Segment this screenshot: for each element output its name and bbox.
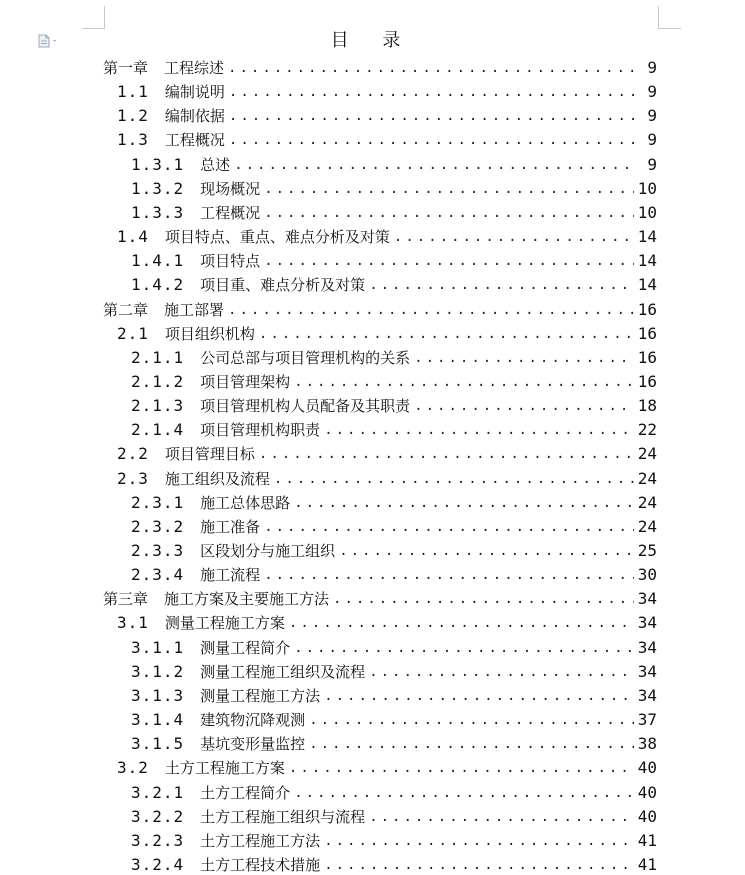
toc-entry-leader	[309, 710, 634, 730]
toc-entry[interactable]	[131, 513, 657, 537]
toc-entry-title: 编制说明	[164, 83, 225, 102]
toc-entry-title: 基坑变形量监控	[200, 735, 306, 754]
toc-entry-leader	[394, 227, 634, 247]
toc-entry-number: 2.3	[117, 468, 149, 488]
toc-entry[interactable]	[131, 706, 657, 730]
toc-entry-page-number: 38	[637, 734, 657, 754]
toc-entry-title: 土方工程技术措施	[200, 855, 321, 874]
toc-entry-page-number: 41	[637, 830, 657, 850]
toc-entry-title: 施工总体思路	[200, 493, 291, 512]
toc-entry-number: 3.1.4	[131, 710, 185, 730]
toc-entry-page-number: 10	[637, 202, 657, 222]
toc-entry-page-number: 24	[637, 516, 657, 536]
toc-entry[interactable]	[131, 803, 657, 827]
toc-entry[interactable]	[103, 296, 657, 320]
toc-entry[interactable]	[117, 440, 657, 464]
toc-entry-page-number: 34	[637, 589, 657, 609]
toc-entry-leader	[414, 396, 634, 416]
toc-entry-leader	[289, 613, 634, 633]
toc-entry-title: 项目管理机构职责	[200, 421, 321, 440]
toc-entry[interactable]	[117, 223, 657, 247]
toc-entry-page-number: 16	[637, 371, 657, 391]
toc-entry-title: 土方工程施工方案	[164, 759, 285, 778]
toc-entry-title: 编制依据	[164, 107, 225, 126]
toc-entry-number: 3.2.3	[131, 830, 185, 850]
toc-entry[interactable]	[131, 489, 657, 513]
toc-entry-title: 工程概况	[164, 131, 225, 150]
toc-entry-number: 3.2.2	[131, 806, 185, 826]
toc-entry-leader	[229, 106, 635, 126]
toc-entry-number: 2.2	[117, 444, 149, 464]
toc-title: 目 录	[330, 30, 415, 51]
toc-entry[interactable]	[131, 730, 657, 754]
toc-entry-leader	[369, 662, 634, 682]
toc-entry-title: 公司总部与项目管理机构的关系	[200, 348, 411, 367]
toc-entry-leader	[264, 565, 634, 585]
toc-entry-number: 第二章	[103, 300, 149, 319]
toc-entry-leader	[324, 686, 634, 706]
toc-entry-number: 1.1	[117, 82, 149, 102]
toc-entry-number: 2.3.1	[131, 492, 185, 512]
toc-entry-number: 1.4	[117, 227, 149, 247]
toc-entry-leader	[324, 855, 634, 875]
toc-entry[interactable]	[131, 851, 657, 875]
toc-entry-page-number: 16	[637, 323, 657, 343]
toc-entry-number: 1.4.1	[131, 251, 185, 271]
toc-entry-title: 建筑物沉降观测	[200, 711, 306, 730]
toc-entry-title: 总述	[200, 155, 231, 174]
toc-entry-page-number: 16	[637, 347, 657, 367]
toc-entry-page-number: 30	[637, 565, 657, 585]
toc-entry[interactable]	[131, 537, 657, 561]
toc-entry-leader	[294, 372, 634, 392]
toc-entry-number: 1.3	[117, 130, 149, 150]
toc-entry-number: 第三章	[103, 590, 149, 609]
toc-entry-number: 2.3.2	[131, 516, 185, 536]
toc-entry-leader	[339, 541, 634, 561]
toc-entry-page-number: 9	[647, 82, 657, 102]
toc-entry-title: 项目重、难点分析及对策	[200, 276, 366, 295]
toc-entry-title: 项目管理架构	[200, 372, 291, 391]
toc-entry-page-number: 14	[637, 251, 657, 271]
toc-entry-leader	[309, 734, 634, 754]
toc-entry-page-number: 41	[637, 854, 657, 874]
toc-entry[interactable]	[131, 247, 657, 271]
toc-entry[interactable]	[131, 344, 657, 368]
toc-entry-number: 2.1	[117, 323, 149, 343]
toc-entry-page-number: 37	[637, 710, 657, 730]
margin-corner-top-left	[82, 6, 105, 29]
toc-entry-leader	[369, 807, 634, 827]
toc-entry-number: 1.4.2	[131, 275, 185, 295]
toc-entry-leader	[229, 82, 635, 102]
toc-entry-page-number: 16	[637, 299, 657, 319]
toc-entry-page-number: 40	[637, 782, 657, 802]
toc-entry-title: 施工准备	[200, 517, 261, 536]
toc-entry[interactable]	[131, 175, 657, 199]
toc-entry-leader	[264, 203, 634, 223]
toc-entry[interactable]	[117, 102, 657, 126]
toc-entry[interactable]	[131, 199, 657, 223]
toc-entry-leader	[264, 251, 634, 271]
toc-entry-page-number: 18	[637, 396, 657, 416]
toc-entry-number: 3.2	[117, 758, 149, 778]
toc-entry-page-number: 9	[647, 154, 657, 174]
toc-entry-page-number: 34	[637, 661, 657, 681]
toc-entry[interactable]	[117, 609, 657, 633]
toc-entry-leader	[414, 348, 634, 368]
toc-entry-title: 施工组织及流程	[164, 469, 270, 488]
toc-entry-leader	[228, 58, 635, 78]
toc-entry-title: 项目管理机构人员配备及其职责	[200, 397, 411, 416]
toc-entry-title: 施工方案及主要施工方法	[164, 590, 330, 609]
toc-entry-number: 3.1.2	[131, 661, 185, 681]
toc-entry-number: 2.1.1	[131, 347, 185, 367]
toc-entry[interactable]	[131, 827, 657, 851]
toc-entry-leader	[324, 420, 634, 440]
toc-entry[interactable]	[117, 78, 657, 102]
toc-entry-number: 1.3.2	[131, 178, 185, 198]
toc-entry-title: 土方工程施工组织与流程	[200, 807, 366, 826]
toc-entry-leader	[259, 444, 634, 464]
toc-entry-leader	[259, 324, 634, 344]
toc-entry-leader	[294, 638, 634, 658]
toc-entry[interactable]	[131, 368, 657, 392]
toc-entry-number: 第一章	[103, 59, 149, 77]
toc-entry-number: 3.2.1	[131, 782, 185, 802]
toc-entry-page-number: 22	[637, 420, 657, 440]
toc-entry-page-number: 14	[637, 227, 657, 247]
toc-entry-title: 项目特点、重点、难点分析及对策	[164, 228, 390, 247]
toc-entry-title: 测量工程施工方案	[164, 614, 285, 633]
toc-entry-page-number: 25	[637, 541, 657, 560]
toc-entry-leader	[324, 831, 634, 851]
toc-entry-title: 项目管理目标	[164, 445, 255, 464]
toc-entry[interactable]	[131, 634, 657, 658]
toc-entry-page-number: 24	[637, 444, 657, 464]
toc-entry-number: 2.3.3	[131, 541, 185, 560]
toc-entry-page-number: 34	[637, 685, 657, 705]
toc-entry-page-number: 24	[637, 468, 657, 488]
toc-entry-leader	[229, 130, 635, 150]
toc-entry-title: 测量工程施工方法	[200, 686, 321, 705]
toc-entry-number: 2.3.4	[131, 565, 185, 585]
toc-entry[interactable]	[131, 416, 657, 440]
toc-entry-page-number: 34	[637, 637, 657, 657]
toc-entry-leader	[294, 783, 634, 803]
toc-entry-leader	[333, 589, 634, 609]
toc-entry-leader	[264, 179, 634, 199]
toc-entry[interactable]	[131, 561, 657, 585]
toc-entry-title: 现场概况	[200, 179, 261, 198]
toc-entry-number: 3.1	[117, 613, 149, 633]
toc-entry-leader	[294, 493, 634, 513]
toc-entry-page-number: 34	[637, 613, 657, 633]
toc-entry-leader	[274, 469, 634, 489]
toc-entry-title: 工程综述	[164, 59, 225, 77]
toc-entry-number: 1.2	[117, 106, 149, 126]
toc-entry-leader	[289, 758, 634, 778]
toc-entry-title: 测量工程简介	[200, 638, 291, 657]
toc-entry[interactable]	[103, 585, 657, 609]
toc-entry[interactable]	[131, 682, 657, 706]
toc-entry-number: 2.1.2	[131, 371, 185, 391]
margin-corner-top-right	[658, 6, 681, 29]
toc-entry-number: 2.1.3	[131, 396, 185, 416]
toc-entry-page-number: 40	[637, 758, 657, 778]
toc-entry-number: 1.3.3	[131, 202, 185, 222]
toc-entry-number: 3.2.4	[131, 854, 185, 874]
toc-entry-number: 3.1.3	[131, 685, 185, 705]
toc-entry[interactable]	[117, 754, 657, 778]
toc-entry[interactable]	[131, 779, 657, 803]
toc-entry-title: 区段划分与施工组织	[200, 542, 336, 560]
toc-entry[interactable]	[117, 465, 657, 489]
toc-entry-page-number: 24	[637, 492, 657, 512]
toc-entry-title: 土方工程简介	[200, 783, 291, 802]
toc-entry[interactable]	[117, 126, 657, 150]
toc-entry[interactable]	[131, 271, 657, 295]
toc-entry-title: 工程概况	[200, 203, 261, 222]
toc-entry-page-number: 9	[647, 58, 657, 77]
toc-entry-title: 项目组织机构	[164, 324, 255, 343]
toc-entry[interactable]	[131, 392, 657, 416]
toc-entry-leader	[264, 517, 634, 537]
toc-entry-title: 施工流程	[200, 566, 261, 585]
toc-entry[interactable]	[131, 151, 657, 175]
toc-entry-number: 3.1.1	[131, 637, 185, 657]
toc-entry-number: 1.3.1	[131, 154, 185, 174]
toc-entry-leader	[369, 275, 634, 295]
toc-entry-page-number: 10	[637, 178, 657, 198]
toc-entry[interactable]	[117, 320, 657, 344]
toc-entry[interactable]	[103, 54, 657, 78]
toc-entry-leader	[228, 300, 634, 320]
toc-entry[interactable]	[131, 658, 657, 682]
toc-entry-title: 土方工程施工方法	[200, 831, 321, 850]
toc-entry-title: 施工部署	[164, 300, 225, 319]
toc-entry-page-number: 40	[637, 806, 657, 826]
toc-entry-title: 测量工程施工组织及流程	[200, 662, 366, 681]
toc-entry-number: 3.1.5	[131, 734, 185, 754]
toc-entry-page-number: 9	[647, 106, 657, 126]
toc-entry-leader	[234, 155, 635, 175]
toc-entry-number: 2.1.4	[131, 420, 185, 440]
toc-entry-page-number: 14	[637, 275, 657, 295]
toc-entry-page-number: 9	[647, 130, 657, 150]
toc-entry-title: 项目特点	[200, 252, 261, 271]
